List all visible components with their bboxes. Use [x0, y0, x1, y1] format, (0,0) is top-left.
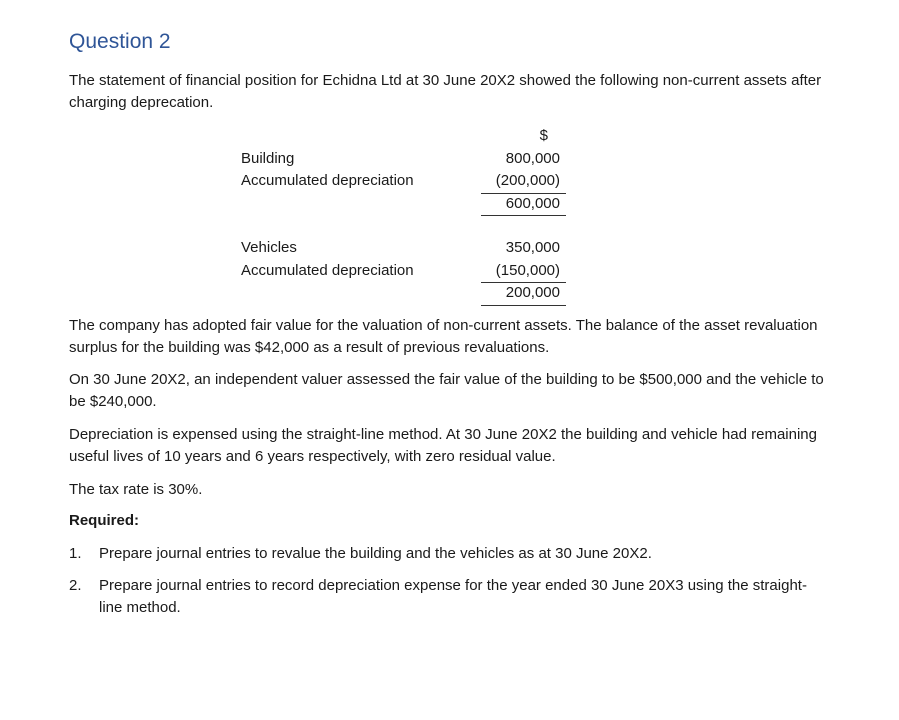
financial-position-table — [241, 125, 571, 305]
intro-paragraph: The statement of financial position for Echidna Ltd at 30 June 20X2 showed the following non-current assets after charging deprecation. — [69, 72, 822, 111]
vehicles-acc-dep-value: (150,000) — [481, 260, 566, 284]
depreciation-paragraph: Depreciation is expensed using the straight-line method. At 30 June 20X2 the building and vehicle had remaining useful lives of 10 years and 6 years respectively, with zero residual value. — [69, 426, 817, 465]
required-list — [69, 543, 829, 619]
vehicles-value: 350,000 — [505, 239, 560, 256]
vehicles-acc-dep-row — [241, 260, 571, 283]
building-acc-dep-row — [241, 170, 571, 193]
currency-symbol: $ — [539, 127, 548, 144]
vehicles-net-row — [241, 282, 571, 305]
building-acc-dep-label: Accumulated depreciation — [241, 172, 414, 189]
valuer-paragraph: On 30 June 20X2, an independent valuer assessed the fair value of the building to be $500,000 and the vehicle to be $240,000. — [69, 371, 824, 410]
question-heading: Question 2 — [69, 30, 171, 53]
list-item-text: Prepare journal entries to record depreciation expense for the year ended 30 June 20X3 using the straight-line method. — [99, 577, 807, 616]
tax-rate-paragraph: The tax rate is 30%. — [69, 481, 203, 498]
building-net-row — [241, 193, 571, 216]
vehicles-acc-dep-label: Accumulated depreciation — [241, 261, 414, 279]
vehicles-net-value: 200,000 — [481, 282, 566, 306]
required-label: Required: — [69, 512, 140, 529]
vehicles-label: Vehicles — [241, 239, 297, 256]
building-acc-dep-value: (200,000) — [481, 170, 566, 194]
list-item — [69, 575, 829, 619]
list-item-number: 1. — [69, 545, 82, 562]
list-item — [69, 543, 829, 565]
building-value: 800,000 — [505, 149, 560, 167]
fair-value-paragraph: The company has adopted fair value for the valuation of non-current assets. The balance of the asset revaluation surplus for the building was $42,000 as a result of previous revaluations. — [69, 317, 818, 356]
vehicles-row — [241, 237, 571, 260]
building-net-value: 600,000 — [481, 193, 566, 217]
list-item-number: 2. — [69, 577, 82, 594]
currency-row — [241, 125, 571, 148]
building-row — [241, 148, 571, 171]
building-label: Building — [241, 149, 295, 167]
list-item-text: Prepare journal entries to revalue the building and the vehicles as at 30 June 20X2. — [99, 545, 652, 562]
